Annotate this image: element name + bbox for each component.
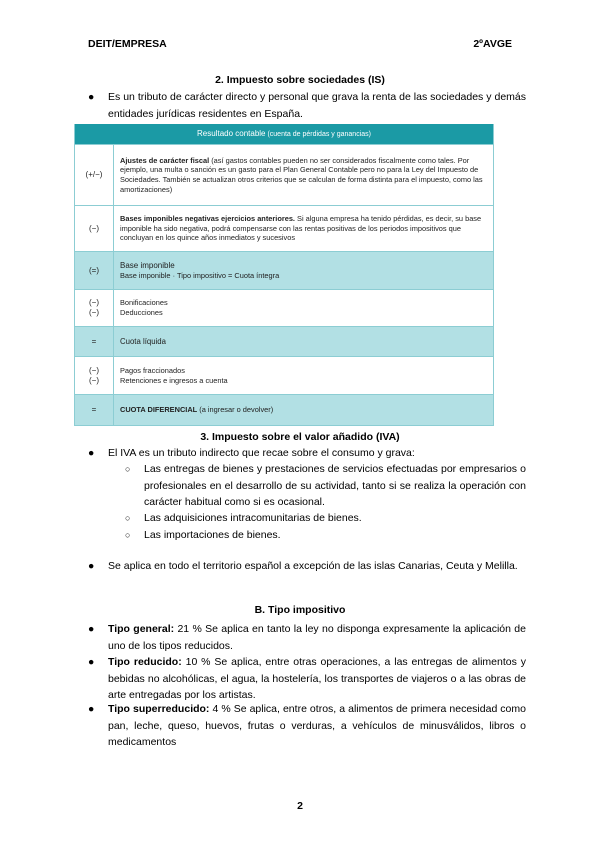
tipo-item-text xyxy=(108,701,526,751)
tipo-label: Tipo reducido: xyxy=(108,656,182,668)
row-sym2: (−) xyxy=(89,308,99,317)
tipo-item xyxy=(88,621,526,654)
page-number: 2 xyxy=(297,800,303,812)
is-table xyxy=(74,124,494,426)
row-symbol xyxy=(75,290,114,327)
row-text: Cuota líquida xyxy=(114,327,494,357)
row-bold: Ajustes de carácter fiscal xyxy=(120,155,210,165)
section3-bullet2 xyxy=(88,558,526,575)
row-line2: Deducciones xyxy=(120,308,163,317)
table-row xyxy=(75,395,494,426)
bullet-icon: ● xyxy=(88,447,95,459)
row-line2: Retenciones e ingresos a cuenta xyxy=(120,375,228,385)
section3-sub2-text: Las adquisiciones intracomunitarias de bienes. xyxy=(144,512,362,524)
header-right: 2ºAVGE xyxy=(473,38,512,50)
row-line1: Pagos fraccionados xyxy=(120,365,185,375)
row-sym1: (−) xyxy=(89,298,99,308)
row-symbol: = xyxy=(75,327,114,357)
row-sym1: (−) xyxy=(89,365,99,375)
row-text xyxy=(114,145,494,206)
row-text xyxy=(114,206,494,252)
row-symbol: (−) xyxy=(75,206,114,252)
table-row xyxy=(75,327,494,357)
section3-sub1-text: Las entregas de bienes y prestaciones de servicios efectuadas por empresarios o profesionales en el desarrollo de su actividad, tanto si se realiza la operación con carácter habitual como si es ocasional. xyxy=(144,463,526,508)
table-row xyxy=(75,357,494,395)
row-rest: (así gastos contables pueden no ser considerados fiscalmente como tales. Por ejemplo, una multa o sanción es un gasto para el Plan General Contable pero no para la Ley del Impuesto de Sociedades. También se actualizan otros criterios que se calculan de forma distinta para el impuesto, como las amortizaciones) xyxy=(120,155,483,194)
tipo-desc: 4 % Se aplica, entre otros, a alimentos de primera necesidad como pan, leche, queso, huevos, frutas o verduras, a vehículos de minusválidos, libros o medicamentos xyxy=(108,703,526,748)
section2-title: 2. Impuesto sobre sociedades (IS) xyxy=(215,74,385,86)
row-text xyxy=(114,290,494,327)
row-bold: CUOTA DIFERENCIAL xyxy=(120,405,198,415)
circle-bullet-icon: ○ xyxy=(125,464,131,474)
section3-sub3 xyxy=(125,527,526,544)
section2-bullet-text: Es un tributo de carácter directo y personal que grava la renta de las sociedades y demás entidades jurídicas residentes en España. xyxy=(108,91,526,120)
tipo-label: Tipo general: xyxy=(108,623,175,635)
table-row xyxy=(75,145,494,206)
table-row xyxy=(75,206,494,252)
bullet-icon: ● xyxy=(88,91,95,103)
section3-title: 3. Impuesto sobre el valor añadido (IVA) xyxy=(200,431,400,443)
bullet-icon: ● xyxy=(88,703,95,715)
row-symbol: (+/−) xyxy=(75,145,114,206)
row-bold: Bases imponibles negativas ejercicios anteriores. xyxy=(120,214,295,224)
tipo-desc: 21 % Se aplica en tanto la ley no disponga expresamente la aplicación de uno de los tipos reducidos. xyxy=(108,623,526,652)
table-head-bold: Resultado contable xyxy=(197,128,266,138)
section3-sub3-text: Las importaciones de bienes. xyxy=(144,529,281,541)
bullet-icon: ● xyxy=(88,623,95,635)
section3-sub1 xyxy=(125,461,526,511)
row-text xyxy=(114,252,494,290)
table-row xyxy=(75,290,494,327)
row-line2: Base imponible · Tipo impositivo = Cuota íntegra xyxy=(120,270,280,280)
circle-bullet-icon: ○ xyxy=(125,513,131,523)
sectionB-title: B. Tipo impositivo xyxy=(254,604,346,616)
row-rest: Si alguna empresa ha tenido pérdidas, es decir, su base imponible ha sido negativa, podrá compensarse con las rentas positivas de los periodos impositivos que concluyan en los quince años inmediatos y sucesivos xyxy=(120,214,482,243)
tipo-item-text xyxy=(108,654,526,704)
section3-bullet1-text: El IVA es un tributo indirecto que recae sobre el consumo y grava: xyxy=(108,447,415,459)
row-symbol: (=) xyxy=(75,252,114,290)
section3-bullet1 xyxy=(88,445,526,462)
row-sym2: (−) xyxy=(89,375,99,385)
bullet-icon: ● xyxy=(88,656,95,668)
header-left: DEIT/EMPRESA xyxy=(88,38,167,50)
row-text xyxy=(114,357,494,395)
table-head xyxy=(75,124,494,145)
section3-bullet2-text: Se aplica en todo el territorio español a excepción de las islas Canarias, Ceuta y Melilla. xyxy=(108,560,518,572)
tipo-item xyxy=(88,701,526,751)
section2-bullet xyxy=(88,89,526,122)
bullet-icon: ● xyxy=(88,560,95,572)
table-head-row xyxy=(75,124,494,145)
table-head-rest: (cuenta de pérdidas y ganancias) xyxy=(265,130,371,138)
section3-sub2 xyxy=(125,510,526,527)
row-rest: (a ingresar o devolver) xyxy=(197,405,274,415)
row-line1: Bonificaciones xyxy=(120,298,168,308)
circle-bullet-icon: ○ xyxy=(125,530,131,540)
row-symbol xyxy=(75,357,114,395)
row-line1: Base imponible xyxy=(120,260,175,270)
tipo-desc: 10 % Se aplica, entre otras operaciones, a las entregas de alimentos y bebidas no alcohólicas, el agua, la hostelería, los transportes de viajeros o a las obras de arte entregadas por los artistas. xyxy=(108,656,526,701)
tipo-label: Tipo superreducido: xyxy=(108,703,210,715)
tipo-item xyxy=(88,654,526,704)
tipo-item-text xyxy=(108,621,526,654)
row-symbol: = xyxy=(75,395,114,426)
row-text xyxy=(114,395,494,426)
table-row xyxy=(75,252,494,290)
